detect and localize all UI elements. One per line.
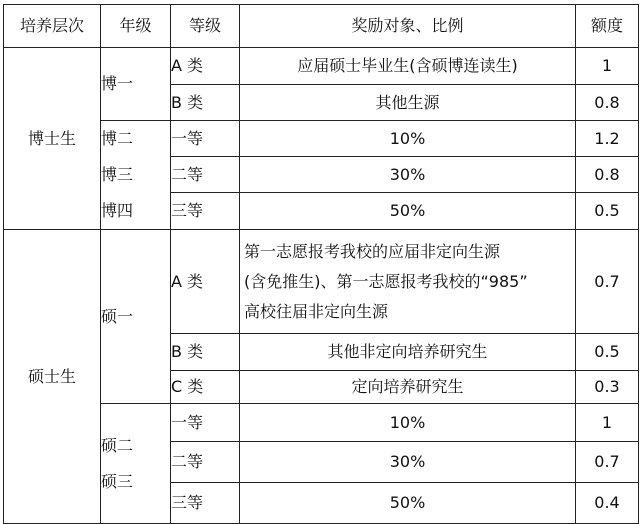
table-row: [4, 230, 639, 334]
year-phd-1: 博一: [101, 48, 171, 121]
header-grade: 等级: [171, 5, 240, 48]
target-cell: 30%: [240, 157, 576, 193]
grade-cell: C 类: [171, 371, 240, 404]
table-row: [4, 48, 639, 85]
grade-cell: 三等: [171, 483, 240, 524]
level-master: 硕士生: [4, 230, 101, 524]
grade-cell: 二等: [171, 157, 240, 193]
target-cell: 其他生源: [240, 85, 576, 121]
header-year: 年级: [101, 5, 171, 48]
target-line: 第一志愿报考我校的应届非定向生源: [244, 241, 501, 261]
amount-cell: 1: [576, 404, 639, 442]
target-cell: 其他非定向培养研究生: [240, 334, 576, 371]
grade-cell: 三等: [171, 193, 240, 230]
table-header-row: [4, 5, 639, 48]
year-master-1: 硕一: [101, 230, 171, 404]
year-label: 博三: [101, 165, 134, 184]
grade-cell: B 类: [171, 334, 240, 371]
amount-cell: 1: [576, 48, 639, 85]
target-line: (含免推生)、第一志愿报考我校的“985”: [244, 271, 528, 291]
year-label: 博四: [101, 201, 134, 220]
grade-cell: 二等: [171, 442, 240, 483]
amount-cell: 0.5: [576, 193, 639, 230]
target-cell: 50%: [240, 193, 576, 230]
amount-cell: 0.3: [576, 371, 639, 404]
target-cell-multiline: [240, 230, 576, 334]
target-cell: 10%: [240, 404, 576, 442]
grade-cell: B 类: [171, 85, 240, 121]
year-label: 博二: [101, 129, 134, 148]
amount-cell: 0.8: [576, 85, 639, 121]
amount-cell: 1.2: [576, 121, 639, 157]
grade-cell: 一等: [171, 121, 240, 157]
years-phd-later: [101, 121, 171, 230]
header-level: 培养层次: [4, 5, 101, 48]
amount-cell: 0.7: [576, 442, 639, 483]
scholarship-table: [3, 4, 639, 524]
grade-cell: A 类: [171, 230, 240, 334]
header-target-ratio: 奖励对象、比例: [240, 5, 576, 48]
amount-cell: 0.4: [576, 483, 639, 524]
amount-cell: 0.5: [576, 334, 639, 371]
target-line: 高校往届非定向生源: [244, 301, 389, 321]
target-cell: 30%: [240, 442, 576, 483]
years-master-later: [101, 404, 171, 524]
level-phd: 博士生: [4, 48, 101, 230]
header-amount: 额度: [576, 5, 639, 48]
grade-cell: A 类: [171, 48, 240, 85]
amount-cell: 0.7: [576, 230, 639, 334]
target-cell: 应届硕士毕业生(含硕博连读生): [240, 48, 576, 85]
target-cell: 50%: [240, 483, 576, 524]
target-cell: 定向培养研究生: [240, 371, 576, 404]
amount-cell: 0.8: [576, 157, 639, 193]
grade-cell: 一等: [171, 404, 240, 442]
year-label: 硕三: [101, 471, 134, 491]
target-cell: 10%: [240, 121, 576, 157]
year-label: 硕二: [101, 435, 134, 455]
